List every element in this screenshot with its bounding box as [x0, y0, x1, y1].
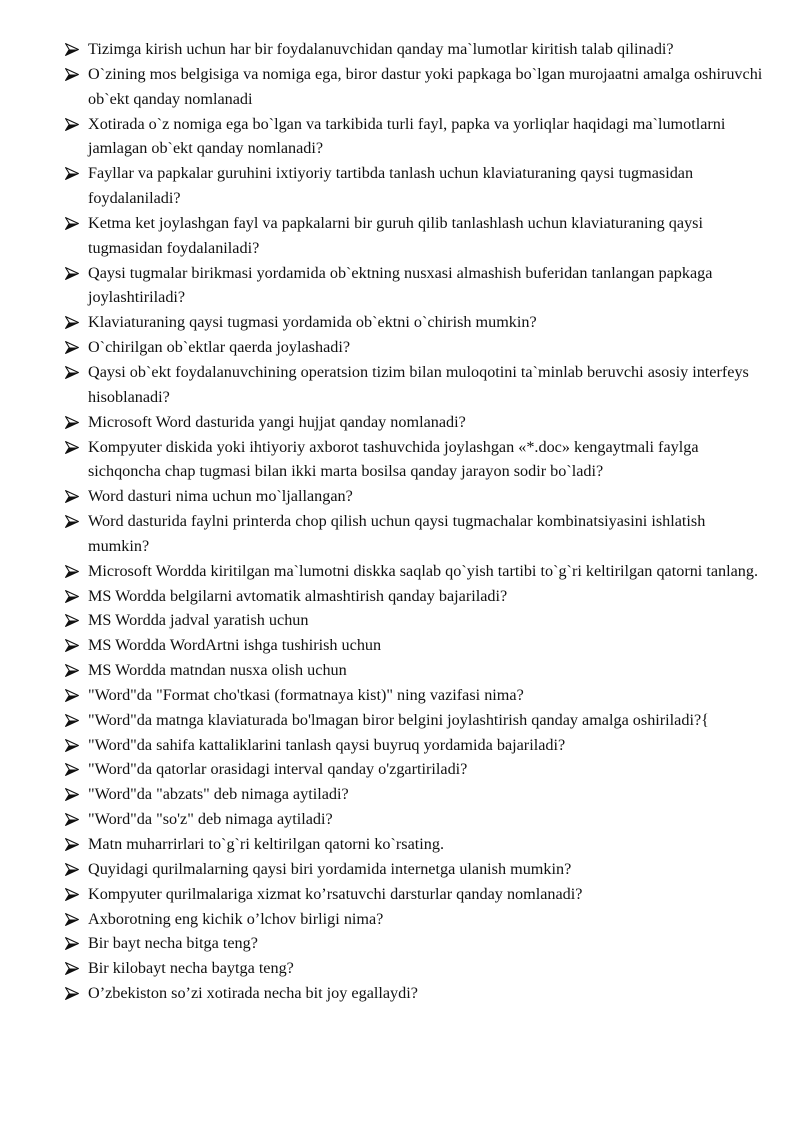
arrowhead-bullet-icon [65, 962, 79, 975]
list-item [64, 211, 764, 261]
question-text: Tizimga kirish uchun har bir foydalanuvchidan qanday ma`lumotlar kiritish talab qilinadi? [88, 40, 674, 58]
question-text: Ketma ket joylashgan fayl va papkalarni bir guruh qilib tanlashlash uchun klaviaturaning qaysi tugmasidan foydalaniladi? [88, 213, 703, 257]
arrowhead-bullet-icon [65, 937, 79, 950]
list-item [64, 608, 764, 633]
list-item [64, 981, 764, 1006]
arrowhead-bullet-icon [65, 316, 79, 329]
list-item [64, 832, 764, 857]
list-item [64, 62, 764, 112]
arrowhead-bullet-icon [65, 341, 79, 354]
list-item [64, 882, 764, 907]
question-text: Microsoft Wordda kiritilgan ma`lumotni diskka saqlab qo`yish tartibi to`g`ri keltirilgan qatorni tanlang. [88, 561, 759, 580]
arrowhead-bullet-icon [65, 366, 79, 379]
question-text: O`chirilgan ob`ektlar qaerda joylashadi? [88, 338, 351, 357]
question-text: Kompyuter diskida yoki ihtiyoriy axborot tashuvchida joylashgan «*.doc» kengaytmali faylga sichqoncha chap tugmasi bilan ikki marta bosilsa qanday jarayon sodir bo`ladi? [88, 437, 699, 481]
arrowhead-bullet-icon [65, 838, 79, 851]
arrowhead-bullet-icon [65, 118, 79, 131]
arrowhead-bullet-icon [65, 43, 79, 56]
list-item [64, 435, 764, 485]
question-text: Matn muharrirlari to`g`ri keltirilgan qatorni ko`rsating. [88, 835, 445, 853]
arrowhead-bullet-icon [65, 813, 79, 826]
arrowhead-bullet-icon [65, 614, 79, 627]
arrowhead-bullet-icon [65, 689, 79, 702]
list-item [64, 310, 764, 335]
list-item [64, 633, 764, 658]
question-text: Qaysi ob`ekt foydalanuvchining operatsion tizim bilan muloqotini ta`minlab beruvchi asosiy interfeys hisoblanadi? [88, 362, 749, 406]
list-item [64, 683, 764, 708]
question-text: Fayllar va papkalar guruhini ixtiyoriy tartibda tanlash uchun klaviaturaning qaysi tugmasidan foydalaniladi? [88, 164, 694, 208]
list-item [64, 112, 764, 162]
arrowhead-bullet-icon [65, 441, 79, 454]
arrowhead-bullet-icon [65, 763, 79, 776]
question-text: Qaysi tugmalar birikmasi yordamida ob`ektning nusxasi almashish buferidan tanlangan papkaga joylashtiriladi? [88, 263, 713, 307]
list-item [64, 782, 764, 807]
list-item [64, 584, 764, 609]
question-text: MS Wordda belgilarni avtomatik almashtirish qanday bajariladi? [88, 586, 508, 605]
arrowhead-bullet-icon [65, 167, 79, 180]
question-text: O`zining mos belgisiga va nomiga ega, biror dastur yoki papkaga bo`lgan murojaatni amalga oshiruvchi ob`ekt qanday nomlanadi [88, 64, 763, 108]
arrowhead-bullet-icon [65, 639, 79, 652]
list-item [64, 261, 764, 311]
arrowhead-bullet-icon [65, 863, 79, 876]
question-text: Axborotning eng kichik o’lchov birligi nima? [88, 909, 384, 928]
question-text: MS Wordda jadval yaratish uchun [88, 611, 309, 630]
question-text: "Word"da "so'z" deb nimaga aytiladi? [88, 810, 333, 829]
question-text: "Word"da "Format cho'tkasi (formatnaya kist)" ning vazifasi nima? [88, 685, 524, 704]
arrowhead-bullet-icon [65, 416, 79, 429]
question-text: Kompyuter qurilmalariga xizmat ko’rsatuvchi darsturlar qanday nomlanadi? [88, 884, 583, 903]
arrowhead-bullet-icon [65, 739, 79, 752]
list-item [64, 956, 764, 981]
list-item [64, 559, 764, 584]
arrowhead-bullet-icon [65, 913, 79, 926]
list-item [64, 360, 764, 410]
list-item [64, 410, 764, 435]
arrowhead-bullet-icon [65, 565, 79, 578]
list-item [64, 509, 764, 559]
list-item [64, 37, 764, 62]
arrowhead-bullet-icon [65, 664, 79, 677]
list-item [64, 733, 764, 758]
arrowhead-bullet-icon [65, 714, 79, 727]
list-item [64, 907, 764, 932]
question-text: "Word"da matnga klaviaturada bo'lmagan biror belgini joylashtirish qanday amalga oshiriladi?{ [88, 710, 709, 729]
arrowhead-bullet-icon [65, 267, 79, 280]
arrowhead-bullet-icon [65, 987, 79, 1000]
question-text: MS Wordda matndan nusxa olish uchun [88, 661, 347, 680]
question-text: Bir kilobayt necha baytga teng? [88, 959, 294, 978]
list-item [64, 807, 764, 832]
list-item [64, 708, 764, 733]
list-item [64, 161, 764, 211]
question-text: "Word"da "abzats" deb nimaga aytiladi? [88, 785, 349, 804]
question-text: Word dasturi nima uchun mo`ljallangan? [88, 487, 353, 506]
list-item [64, 931, 764, 956]
arrowhead-bullet-icon [65, 490, 79, 503]
question-text: Quyidagi qurilmalarning qaysi biri yordamida internetga ulanish mumkin? [88, 859, 572, 878]
list-item [64, 857, 764, 882]
question-text: Klaviaturaning qaysi tugmasi yordamida ob`ektni o`chirish mumkin? [88, 313, 537, 332]
question-text: "Word"da sahifa kattaliklarini tanlash qaysi buyruq yordamida bajariladi? [88, 735, 566, 754]
question-list [64, 37, 764, 1006]
arrowhead-bullet-icon [65, 590, 79, 603]
question-text: Microsoft Word dasturida yangi hujjat qanday nomlanadi? [88, 412, 466, 431]
question-text: Xotirada o`z nomiga ega bo`lgan va tarkibida turli fayl, papka va yorliqlar haqidagi ma`lumotlarni jamlagan ob`ekt qanday nomlanadi? [88, 114, 726, 158]
list-item [64, 335, 764, 360]
list-item [64, 757, 764, 782]
question-text: Bir bayt necha bitga teng? [88, 934, 258, 953]
list-item [64, 658, 764, 683]
arrowhead-bullet-icon [65, 515, 79, 528]
arrowhead-bullet-icon [65, 217, 79, 230]
question-text: MS Wordda WordArtni ishga tushirish uchun [88, 636, 382, 655]
arrowhead-bullet-icon [65, 68, 79, 81]
question-text: O’zbekiston so’zi xotirada necha bit joy egallaydi? [88, 984, 418, 1003]
question-text: Word dasturida faylni printerda chop qilish uchun qaysi tugmachalar kombinatsiyasini ishlatish mumkin? [88, 512, 706, 555]
list-item [64, 484, 764, 509]
arrowhead-bullet-icon [65, 888, 79, 901]
question-text: "Word"da qatorlar orasidagi interval qanday o'zgartiriladi? [88, 760, 468, 779]
arrowhead-bullet-icon [65, 788, 79, 801]
